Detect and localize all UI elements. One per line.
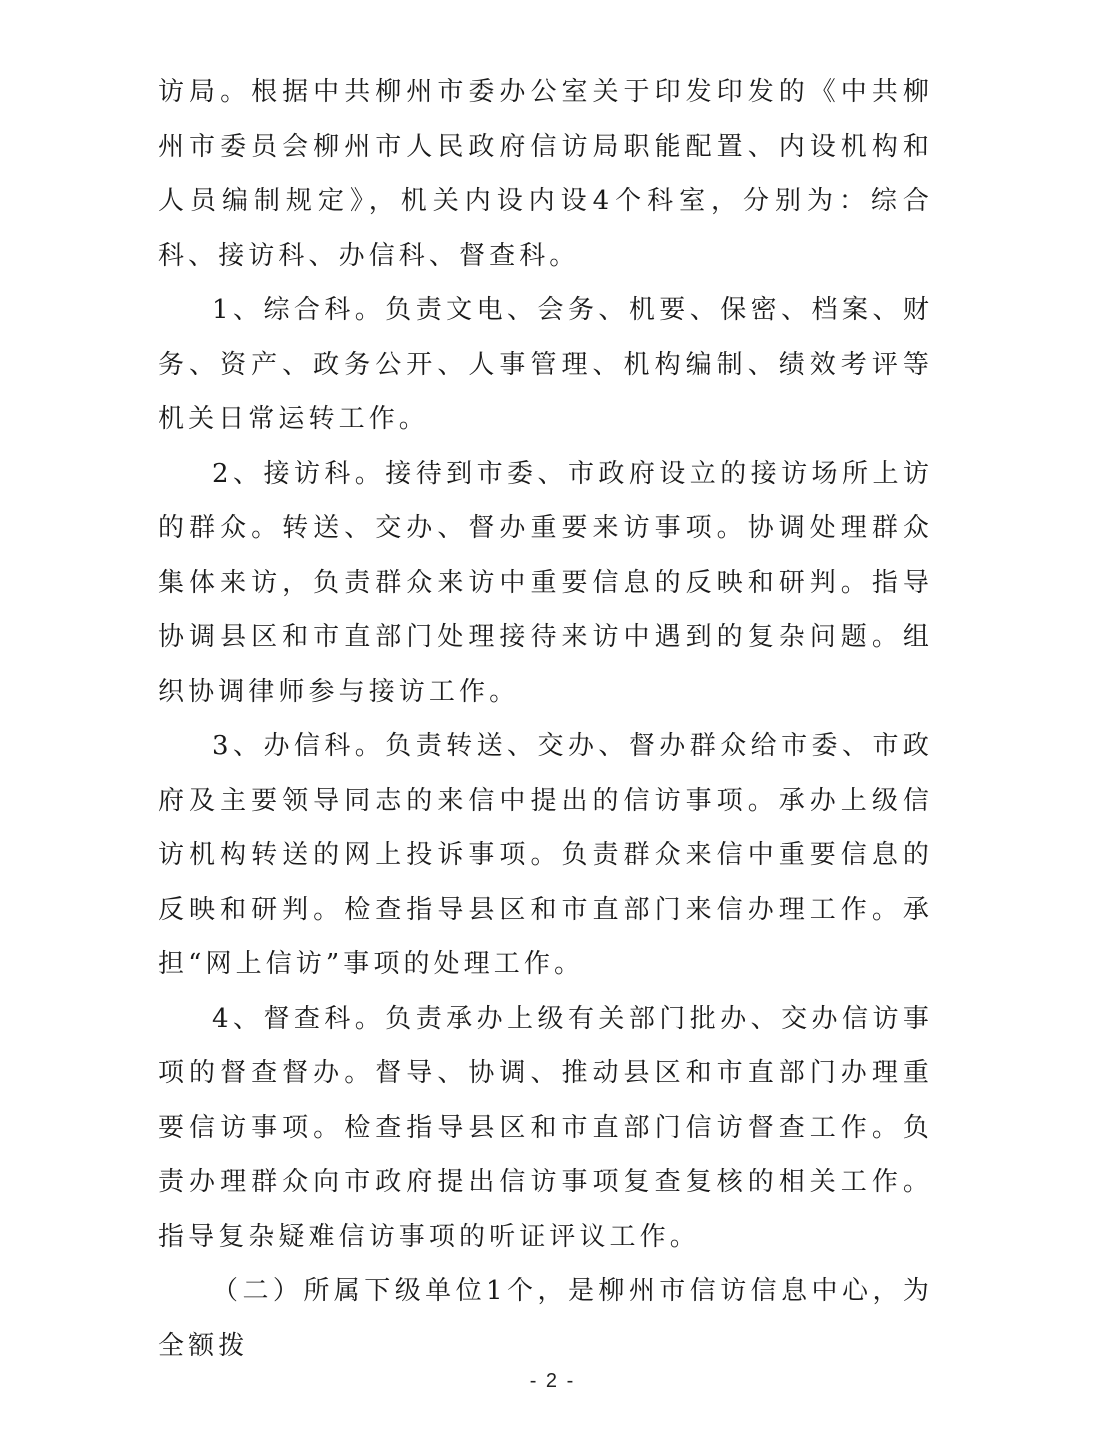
paragraph-section-3-letters: 3、办信科。负责转送、交办、督办群众给市委、市政府及主要领导同志的来信中提出的信访事项。承办上级信访机构转送的网上投诉事项。负责群众来信中重要信息的反映和研判。检查指导县区和市直部门来信办理工作。承担“网上信访”事项的处理工作。 xyxy=(158,731,933,979)
page-number: - 2 - xyxy=(529,1370,576,1392)
paragraph-intro: 访局。根据中共柳州市委办公室关于印发印发的《中共柳州市委员会柳州市人民政府信访局职能配置、内设机构和人员编制规定》，机关内设内设4个科室，分别为：综合科、接访科、办信科、督查科。 xyxy=(158,77,933,271)
paragraph-section-4-inspection: 4、督查科。负责承办上级有关部门批办、交办信访事项的督查督办。督导、协调、推动县区和市直部门办理重要信访事项。检查指导县区和市直部门信访督查工作。负责办理群众向市政府提出信访事项复查复核的相关工作。指导复杂疑难信访事项的听证评议工作。 xyxy=(158,1003,933,1252)
paragraph-subordinate-units: （二）所属下级单位1个，是柳州市信访信息中心，为全额拨 xyxy=(158,1276,933,1361)
document-body xyxy=(158,65,933,1373)
paragraph-section-1-comprehensive: 1、综合科。负责文电、会务、机要、保密、档案、财务、资产、政务公开、人事管理、机构编制、绩效考评等机关日常运转工作。 xyxy=(158,295,933,434)
paragraph-section-2-reception: 2、接访科。接待到市委、市政府设立的接访场所上访的群众。转送、交办、督办重要来访事项。协调处理群众集体来访，负责群众来访中重要信息的反映和研判。指导协调县区和市直部门处理接待来访中遇到的复杂问题。组织协调律师参与接访工作。 xyxy=(158,458,933,707)
